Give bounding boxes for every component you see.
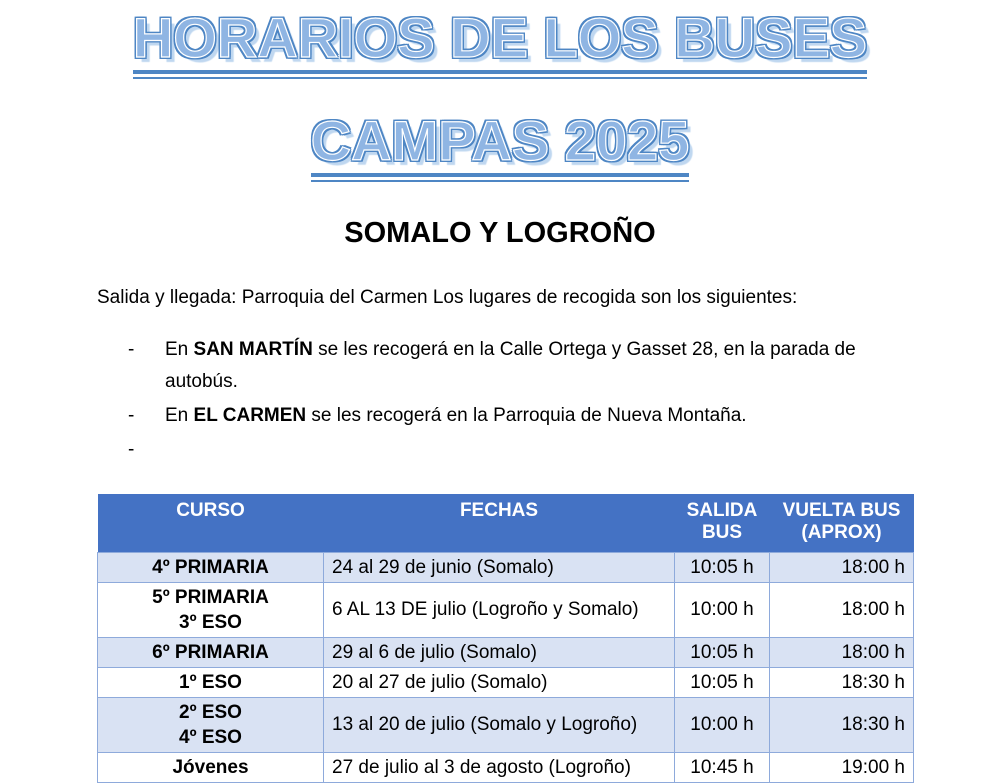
curso-cell (98, 552, 324, 582)
salida-bus-cell: 10:05 h (675, 552, 770, 582)
fechas-cell: 29 al 6 de julio (Somalo) (324, 637, 675, 667)
salida-bus-cell: 10:00 h (675, 697, 770, 752)
document-title-line1 (0, 0, 1000, 79)
vuelta-bus-cell: 18:30 h (770, 667, 914, 697)
fechas-cell: 20 al 27 de julio (Somalo) (324, 667, 675, 697)
schedule-row (98, 552, 914, 582)
pickup-list-text (165, 334, 877, 398)
title-text-line2: CAMPAS 2025 (310, 109, 690, 172)
schedule-row (98, 637, 914, 667)
list-dash-marker: - (128, 404, 135, 426)
column-header-vuelta-bus (770, 494, 914, 553)
curso-cell (98, 697, 324, 752)
curso-line: 4º ESO (179, 726, 242, 748)
curso-line: 1º ESO (179, 671, 242, 693)
pickup-list-text (165, 400, 877, 432)
curso-line: Jóvenes (172, 756, 249, 778)
schedule-table (97, 494, 914, 783)
fechas-cell: 24 al 29 de junio (Somalo) (324, 552, 675, 582)
list-dash-marker: - (128, 338, 135, 360)
pickup-list-item (128, 434, 1000, 466)
fechas-cell: 13 al 20 de julio (Somalo y Logroño) (324, 697, 675, 752)
intro-paragraph: Salida y llegada: Parroquia del Carmen Los lugares de recogida son los siguientes: (97, 286, 798, 308)
section-heading: SOMALO Y LOGROÑO (344, 217, 656, 249)
curso-line: 5º PRIMARIA (152, 586, 269, 608)
schedule-table-head (98, 494, 914, 553)
header-row (98, 494, 914, 553)
pickup-list-item (128, 400, 1000, 432)
vuelta-bus-cell: 18:30 h (770, 697, 914, 752)
pickup-text-prefix: En (165, 404, 194, 426)
curso-cell (98, 582, 324, 637)
title-text-line1: HORARIOS DE LOS BUSES (132, 6, 868, 69)
column-header-line: VUELTA BUS (782, 499, 901, 521)
salida-bus-cell: 10:45 h (675, 752, 770, 782)
curso-cell (98, 752, 324, 782)
column-header-line: (APROX) (801, 521, 882, 543)
curso-line: 6º PRIMARIA (152, 641, 269, 663)
title-underline (310, 109, 690, 182)
document-title-line2 (0, 79, 1000, 182)
pickup-list (0, 334, 1000, 466)
title-underline (132, 6, 868, 79)
vuelta-bus-cell: 18:00 h (770, 552, 914, 582)
column-header-curso (98, 494, 324, 553)
curso-cell (98, 667, 324, 697)
column-header-line: FECHAS (459, 499, 539, 521)
list-dash-marker: - (128, 438, 135, 460)
fechas-cell: 6 AL 13 DE julio (Logroño y Somalo) (324, 582, 675, 637)
fechas-cell: 27 de julio al 3 de agosto (Logroño) (324, 752, 675, 782)
salida-bus-cell: 10:00 h (675, 582, 770, 637)
vuelta-bus-cell: 19:00 h (770, 752, 914, 782)
schedule-table-body (98, 552, 914, 782)
column-header-salida-bus (675, 494, 770, 553)
salida-bus-cell: 10:05 h (675, 637, 770, 667)
pickup-place-name: SAN MARTÍN (193, 338, 313, 360)
column-header-line: CURSO (176, 499, 245, 521)
salida-bus-cell: 10:05 h (675, 667, 770, 697)
pickup-text-rest: se les recogerá en la Parroquia de Nueva Montaña. (306, 404, 747, 426)
curso-line: 3º ESO (179, 611, 242, 633)
schedule-row (98, 697, 914, 752)
vuelta-bus-cell: 18:00 h (770, 637, 914, 667)
vuelta-bus-cell: 18:00 h (770, 582, 914, 637)
pickup-text-prefix: En (165, 338, 194, 360)
column-header-fechas (324, 494, 675, 553)
curso-cell (98, 637, 324, 667)
schedule-row (98, 582, 914, 637)
curso-line: 4º PRIMARIA (152, 556, 269, 578)
curso-line: 2º ESO (179, 701, 242, 723)
pickup-list-item (128, 334, 1000, 398)
schedule-row (98, 752, 914, 782)
pickup-place-name: EL CARMEN (193, 404, 307, 426)
pickup-text-rest: se les recogerá en la Calle Ortega y Gasset 28, en la parada de autobús. (165, 338, 856, 392)
schedule-row (98, 667, 914, 697)
column-header-line: SALIDA (686, 499, 758, 521)
column-header-line: BUS (701, 521, 743, 543)
